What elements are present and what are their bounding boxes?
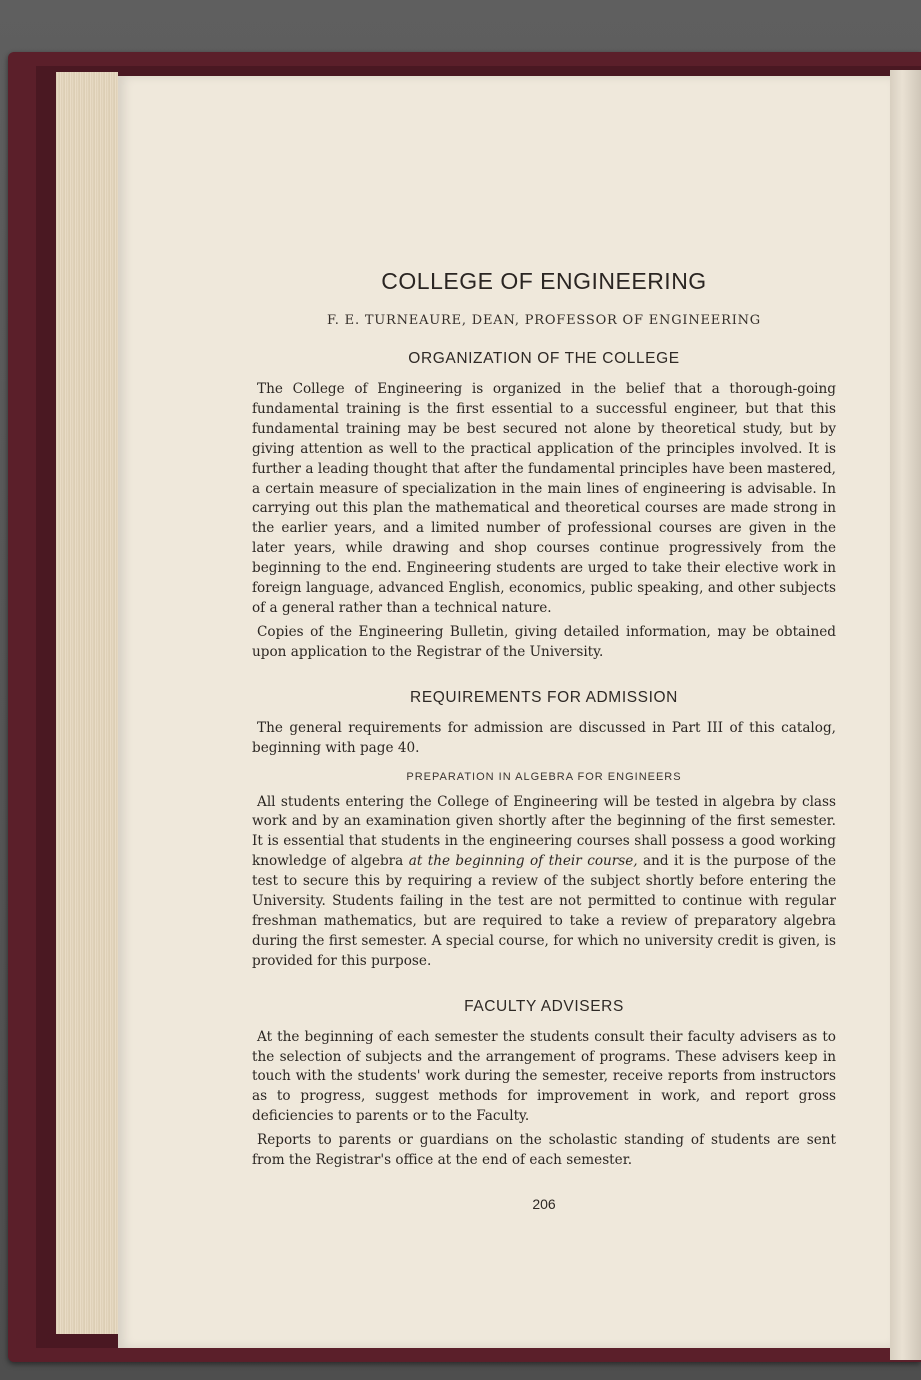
right-page-edge — [890, 70, 921, 1360]
subheading-algebra: PREPARATION IN ALGEBRA FOR ENGINEERS — [406, 770, 682, 783]
page-edges — [56, 72, 118, 1334]
advisers-paragraph-1: At the beginning of each semester the students consult their faculty advisers as to the selection of subjects and the arrangement of programs. These advisers keep in touch with the students' work during the semester, receive reports from instructors as to progress, suggest methods for improvement in work, and report gross deficiencies to parents or to the Faculty. — [252, 1028, 836, 1125]
page-number: 206 — [532, 1196, 556, 1212]
organization-paragraph-2: Copies of the Engineering Bulletin, giving detailed information, may be obtained upon application to the Registrar of the University. — [252, 623, 836, 660]
admission-paragraph-1: The general requirements for admission are discussed in Part III of this catalog, beginning with page 40. — [252, 719, 836, 756]
advisers-paragraph-2: Reports to parents or guardians on the scholastic standing of students are sent from the Registrar's office at the end of each semester. — [252, 1132, 836, 1169]
section-heading-admission: REQUIREMENTS FOR ADMISSION — [410, 688, 678, 706]
section-heading-organization: ORGANIZATION OF THE COLLEGE — [408, 350, 680, 367]
algebra-text-before: All students entering the College of Engineering will be tested in algebra by class work and by an examination given shortly after the beginning of the first semester. It is essential that students in the engineering courses shall possess a good working knowledge of algebra — [252, 793, 836, 870]
dean-byline: F. E. TURNEAURE, DEAN, PROFESSOR OF ENGINEERING — [327, 313, 761, 328]
algebra-text-after: and it is the purpose of the test to secure this by requiring a review of the subject shortly before entering the University. Students failing in the test are not permitted to continue with regular freshman mathematics, but are required to take a review of preparatory algebra during the first semester. A special course, for which no university credit is given, is provided for this purpose. — [252, 853, 837, 969]
section-heading-advisers: FACULTY ADVISERS — [464, 997, 624, 1015]
algebra-emphasis: at the beginning of their course, — [408, 853, 638, 870]
algebra-paragraph — [252, 793, 836, 972]
page-title: COLLEGE OF ENGINEERING — [381, 268, 707, 294]
organization-paragraph-1: The College of Engineering is organized in the belief that a thorough-going fundamental training is the first essential to a successful engineer, but that this fundamental training may be best secured not alone by theoretical study, but by giving attention as well to the practical application of the principles involved. It is further a leading thought that after the fundamental principles have been mastered, a certain measure of specialization in the main lines of engineering is advisable. In carrying out this plan the mathematical and theoretical courses are made strong in the earlier years, and a limited number of professional courses are given in the later years, while drawing and shop courses continue progressively from the beginning to the end. Engineering students are urged to take their elective work in foreign language, advanced English, economics, public speaking, and other subjects of a general rather than a technical nature. — [252, 381, 836, 616]
page-content — [252, 268, 836, 1175]
